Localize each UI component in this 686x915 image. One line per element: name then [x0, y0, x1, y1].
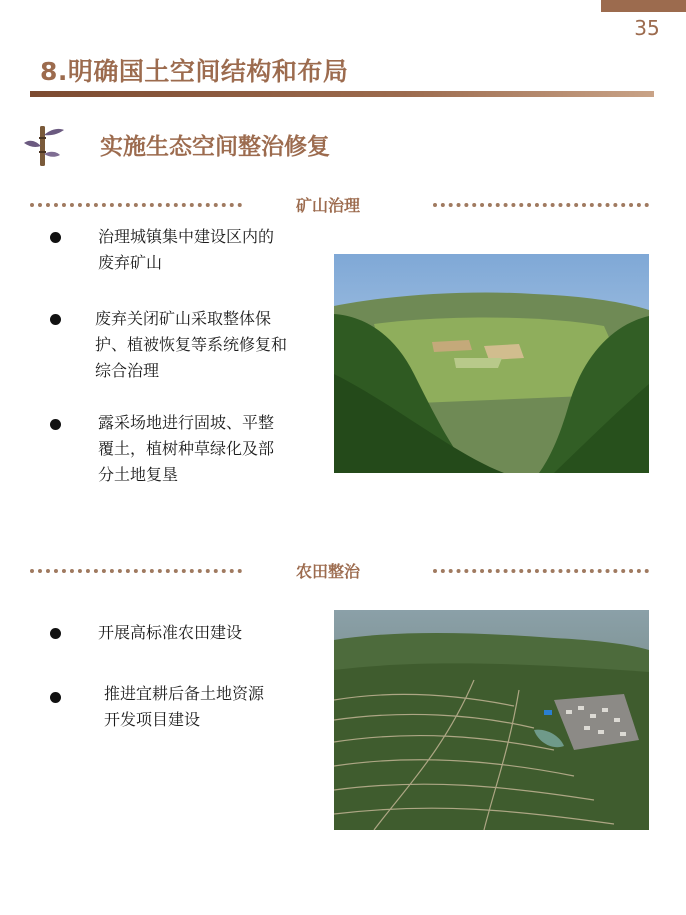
terraced-farmland-photo: [334, 610, 649, 830]
page-title: 8.明确国土空间结构和布局: [40, 57, 349, 86]
bullet-line: 开发项目建设: [104, 710, 201, 729]
bullet-line: 推进宜耕后备土地资源: [104, 684, 265, 703]
bullet-line: 覆土，植树种草绿化及部: [98, 439, 275, 458]
bullet-line: 开展高标准农田建设: [98, 623, 243, 642]
corner-accent-bar: [601, 0, 686, 12]
bullet-line: 露采场地进行固坡、平整: [98, 413, 275, 432]
bullet-marker: [50, 692, 61, 703]
bullet-line: 治理城镇集中建设区内的: [98, 227, 275, 246]
bullet-marker: [50, 419, 61, 430]
dotted-divider-left: [30, 203, 242, 207]
bullet-line: 废弃矿山: [98, 253, 163, 272]
bullet-marker: [50, 314, 61, 325]
farmland-heading: 农田整治: [296, 562, 361, 581]
bullet-line: 废弃关闭矿山采取整体保: [95, 309, 272, 328]
mine-heading: 矿山治理: [296, 196, 361, 215]
dotted-divider-right: [433, 569, 649, 573]
bullet-line: 综合治理: [95, 361, 160, 380]
bullet-line: 分土地复垦: [98, 465, 179, 484]
bullet-marker: [50, 232, 61, 243]
dotted-divider-right: [433, 203, 649, 207]
bamboo-icon: [22, 124, 66, 168]
bullet-marker: [50, 628, 61, 639]
mountain-valley-photo: [334, 254, 649, 473]
dotted-divider-left: [30, 569, 242, 573]
title-underline: [30, 91, 654, 97]
page-number: 35: [634, 16, 660, 40]
bullet-line: 护、植被恢复等系统修复和: [95, 335, 288, 354]
section-heading: 实施生态空间整治修复: [100, 134, 330, 160]
